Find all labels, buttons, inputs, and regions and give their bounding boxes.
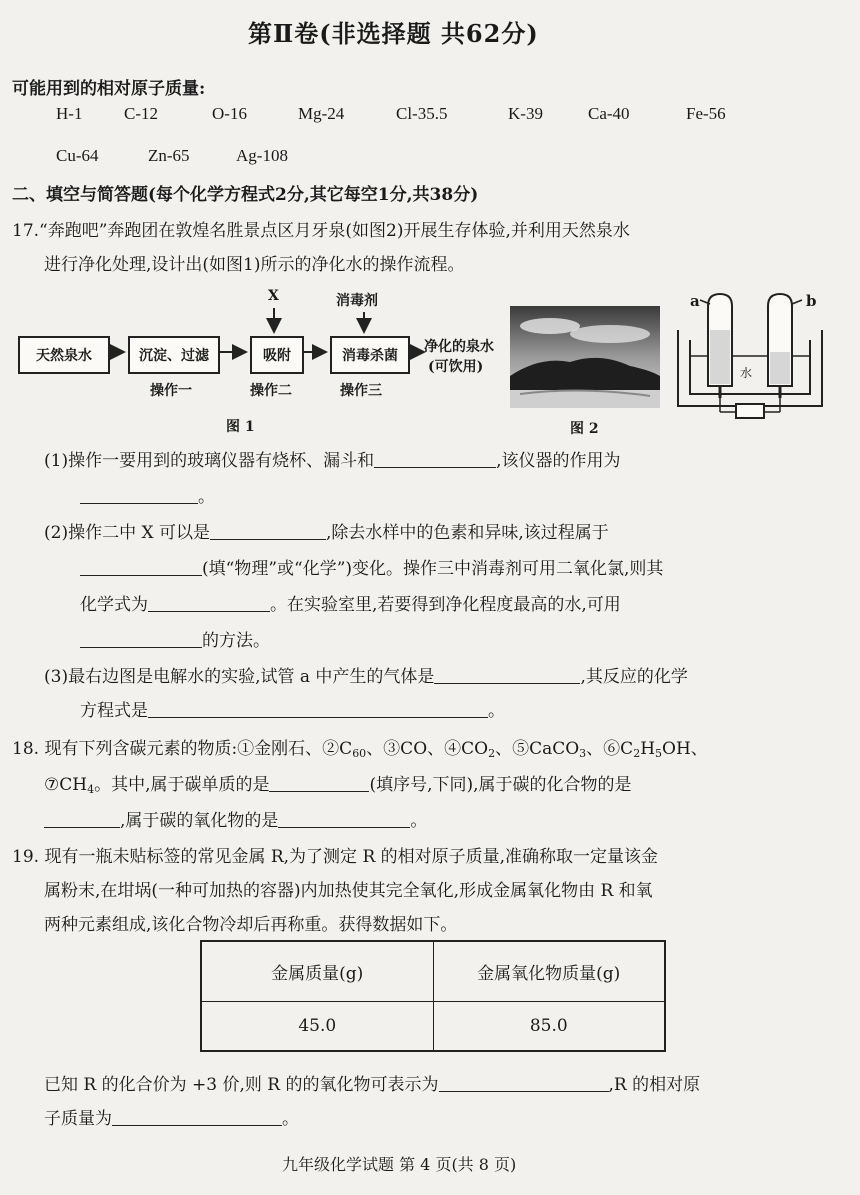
atomic-mass-c: C-12	[124, 104, 158, 123]
q18-line2	[44, 770, 632, 796]
q18-text-j: ,属于碳的氧化物的是	[120, 811, 279, 831]
flow-output-purified: 净化的泉水	[424, 339, 494, 355]
flow-op3: 操作三	[340, 383, 382, 399]
atomic-mass-fe: Fe-56	[686, 104, 726, 123]
atomic-mass-cl: Cl-35.5	[396, 104, 448, 123]
q17-part2-text-e: 。在实验室里,若要得到净化程度最高的水,可用	[270, 595, 621, 615]
q17-part2-line3	[80, 590, 621, 615]
atomic-mass-label: 可能用到的相对原子质量:	[12, 79, 206, 99]
q19-line4	[44, 1070, 700, 1095]
q18-text-f: OH、	[662, 739, 708, 759]
q17-part3-text-b: ,其反应的化学	[580, 667, 688, 687]
table-header-metal-mass: 金属质量(g)	[201, 941, 433, 1001]
q17-part3-text-a: (3)最右边图是电解水的实验,试管 a 中产生的气体是	[44, 667, 435, 687]
q17-part1-end: 。	[198, 487, 215, 507]
figure-1-caption: 图 1	[226, 419, 255, 435]
atomic-mass-k: K-39	[508, 104, 543, 123]
flow-op2: 操作二	[250, 383, 292, 399]
q18-sub-co2: 2	[488, 747, 496, 760]
q17-part2-text-c: (填“物理”或“化学”)变化。操作三中消毒剂可用二氧化氯,则其	[202, 559, 664, 579]
q18-text-d: 、⑥C	[586, 739, 634, 759]
atomic-mass-ag: Ag-108	[236, 146, 288, 165]
q17-part2-text-a: (2)操作二中 X 可以是	[44, 523, 210, 543]
table-cell-metal-mass: 45.0	[201, 1001, 433, 1051]
atomic-mass-h: H-1	[56, 104, 83, 123]
tube-a-label: a	[690, 292, 700, 310]
page-footer: 九年级化学试题 第 4 页(共 8 页)	[282, 1155, 517, 1174]
q17-line1: 17.“奔跑吧”奔跑团在敦煌名胜景点区月牙泉(如图2)开展生存体验,并利用天然泉水	[12, 221, 630, 241]
q17-part1-line1	[44, 446, 621, 471]
q17-blank-method[interactable]	[80, 629, 202, 648]
q18-text-b: 、③CO、④CO	[366, 739, 489, 759]
flow-input-disinfectant: 消毒剂	[336, 293, 378, 309]
flow-op1: 操作一	[150, 383, 192, 399]
q18-blank-compounds[interactable]	[44, 809, 120, 828]
q17-line2: 进行净化处理,设计出(如图1)所示的净化水的操作流程。	[44, 255, 465, 275]
q18-sub-60: 60	[352, 747, 367, 760]
flow-box-sediment-filter: 沉淀、过滤	[128, 336, 220, 374]
q18-text-i: (填序号,下同),属于碳的化合物的是	[369, 775, 632, 795]
q17-part3-end: 。	[488, 701, 505, 721]
q18-sub-h5: 5	[655, 747, 663, 760]
q19-text-b: ,R 的相对原	[608, 1075, 701, 1095]
q17-part3-line2	[80, 696, 505, 721]
table-header-row	[201, 941, 665, 1001]
q18-sub-ch4: 4	[87, 783, 95, 796]
crescent-spring-photo	[510, 306, 660, 408]
q19-blank-oxide-formula[interactable]	[439, 1073, 609, 1092]
atomic-mass-ca: Ca-40	[588, 104, 630, 123]
atomic-mass-cu: Cu-64	[56, 146, 99, 165]
q18-text-a: 18. 现有下列含碳元素的物质:①金刚石、②C	[12, 739, 353, 759]
flow-input-x: X	[268, 288, 279, 304]
q19-line2: 属粉末,在坩埚(一种可加热的容器)内加热使其完全氧化,形成金属氧化物由 R 和氧	[44, 881, 653, 901]
q17-blank-equation[interactable]	[148, 699, 488, 718]
q18-text-g: ⑦CH	[44, 775, 88, 795]
q17-part2-text-b: ,除去水样中的色素和异味,该过程属于	[326, 523, 609, 543]
atomic-mass-o: O-16	[212, 104, 247, 123]
q18-end: 。	[410, 811, 428, 831]
q18-line3	[44, 806, 427, 831]
flow-box-spring-water: 天然泉水	[18, 336, 110, 374]
q17-part1-text-b: ,该仪器的作用为	[496, 451, 621, 471]
table-row	[201, 1001, 665, 1051]
q17-part3-text-c: 方程式是	[80, 701, 148, 721]
q17-part1-line2	[80, 482, 215, 507]
water-label: 水	[740, 366, 753, 380]
q17-blank-instrument[interactable]	[374, 449, 496, 468]
section-heading: 二、填空与简答题(每个化学方程式2分,其它每空1分,共38分)	[12, 185, 479, 205]
q18-sub-caco3: 3	[579, 747, 587, 760]
q19-text-a: 已知 R 的化合价为 +3 价,则 R 的的氧化物可表示为	[44, 1075, 439, 1095]
q18-text-e: H	[640, 739, 656, 759]
q17-blank-x[interactable]	[210, 521, 326, 540]
flow-output-drinkable: (可饮用)	[428, 359, 484, 375]
tube-b-label: b	[806, 292, 817, 310]
q19-text-c: 子质量为	[44, 1109, 112, 1129]
q18-sub-c2: 2	[633, 747, 641, 760]
q17-part2-line2	[80, 554, 663, 579]
q17-part2-line1	[44, 518, 609, 543]
q17-part1-text-a: (1)操作一要用到的玻璃仪器有烧杯、漏斗和	[44, 451, 375, 471]
q17-part2-text-f: 的方法。	[202, 631, 270, 651]
atomic-mass-mg: Mg-24	[298, 104, 345, 123]
q18-blank-oxides[interactable]	[278, 809, 410, 828]
q19-end: 。	[282, 1109, 299, 1129]
table-header-oxide-mass: 金属氧化物质量(g)	[433, 941, 665, 1001]
flow-box-adsorb: 吸附	[250, 336, 304, 374]
atomic-mass-zn: Zn-65	[148, 146, 190, 165]
q19-line3: 两种元素组成,该化合物冷却后再称重。获得数据如下。	[44, 915, 458, 935]
q17-blank-change-type[interactable]	[80, 557, 202, 576]
q19-data-table	[200, 940, 666, 1052]
page-title: 第Ⅱ卷(非选择题 共62分)	[248, 19, 539, 48]
table-cell-oxide-mass: 85.0	[433, 1001, 665, 1051]
q19-line5	[44, 1104, 299, 1129]
q18-blank-elemental[interactable]	[269, 773, 369, 792]
q19-blank-atomic-mass[interactable]	[112, 1107, 282, 1126]
q17-blank-instrument-role[interactable]	[80, 485, 198, 504]
q17-blank-gas[interactable]	[434, 665, 580, 684]
q17-part2-text-d: 化学式为	[80, 595, 148, 615]
q17-part3-line1	[44, 662, 688, 687]
q18-text-h: 。其中,属于碳单质的是	[94, 775, 270, 795]
q19-line1: 19. 现有一瓶未贴标签的常见金属 R,为了测定 R 的相对原子质量,准确称取一定量该金	[12, 847, 659, 867]
flow-box-disinfect: 消毒杀菌	[330, 336, 410, 374]
q17-part2-line4	[80, 626, 270, 651]
figure-2-caption: 图 2	[570, 421, 599, 437]
q17-blank-formula[interactable]	[148, 593, 270, 612]
q18-text-c: 、⑤CaCO	[495, 739, 580, 759]
q18-line1	[12, 734, 708, 760]
